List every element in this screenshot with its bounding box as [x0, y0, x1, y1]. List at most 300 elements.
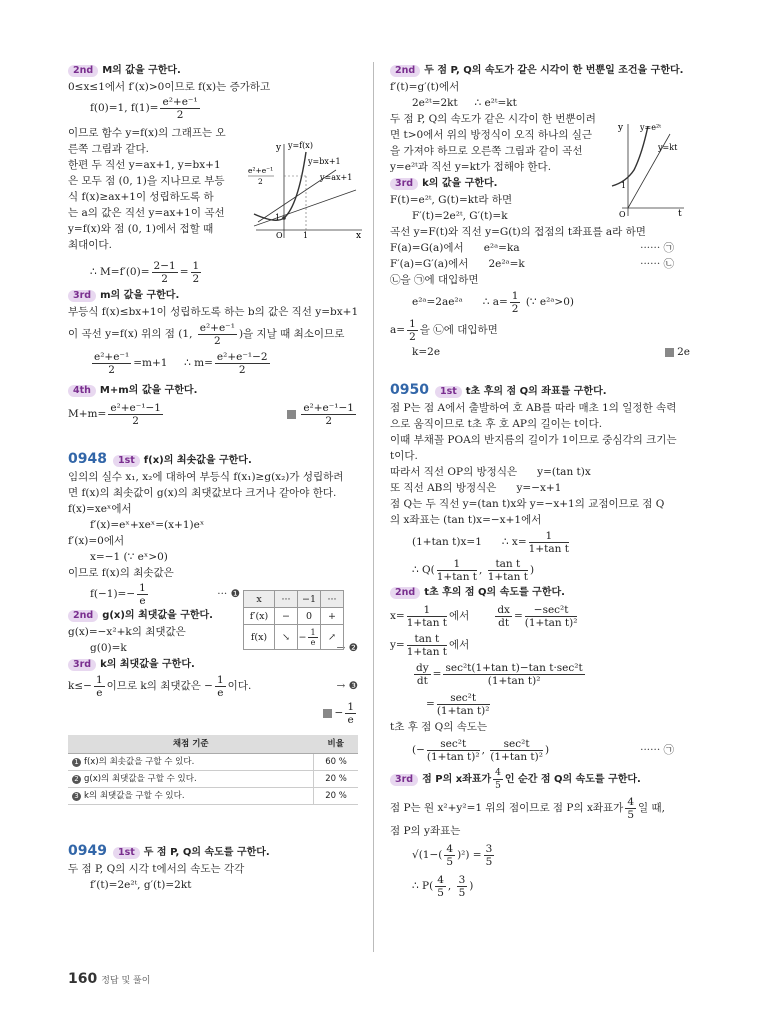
equation	[390, 839, 690, 871]
step-badge: 4th	[68, 385, 96, 397]
fraction	[495, 604, 512, 629]
eq-text: (1+tan t)x=1 ∴ x=	[412, 536, 527, 548]
table-row	[68, 788, 358, 805]
denominator: e	[310, 637, 316, 647]
fraction	[94, 674, 105, 699]
text-line	[390, 240, 690, 256]
equation	[68, 95, 358, 121]
denominator: (1+tan t)²	[436, 704, 490, 717]
text: k=2e	[412, 346, 441, 358]
denominator: e	[217, 686, 224, 699]
fraction	[345, 701, 356, 726]
problem-header	[68, 843, 358, 861]
denominator: 1+tan t	[528, 542, 569, 555]
denominator: 1+tan t	[406, 616, 448, 629]
graph-e2t	[608, 120, 688, 220]
text-line: 부등식 f(x)≤bx+1이 성립하도록 하는 b의 값은 직선 y=bx+1	[68, 306, 359, 318]
table-row	[68, 771, 358, 788]
text-line: 른쪽 그림과 같다.	[68, 143, 150, 155]
eq-text: =	[432, 668, 442, 680]
text: F′(a)=G′(a)에서 2e²ᵃ=k	[390, 258, 525, 270]
numerator: 3	[458, 873, 466, 886]
numerator: 3	[485, 842, 493, 855]
fraction	[435, 874, 446, 899]
numerator: tan t	[407, 633, 447, 646]
fraction	[437, 558, 477, 583]
fraction	[437, 692, 490, 717]
eq-text: ∴ P(	[412, 880, 434, 892]
step-badge: 2nd	[68, 610, 98, 622]
equation-marker: ······ ㉠	[640, 242, 674, 254]
fraction	[529, 530, 569, 555]
footer-label: 정답 및 풀이	[101, 976, 151, 986]
equation	[390, 871, 690, 901]
step-title: 점 P의 x좌표가	[422, 774, 492, 785]
answer-value: 2e	[677, 346, 690, 358]
denominator: 2	[238, 363, 246, 376]
eq-text: f(0)=1, f(1)=	[90, 102, 159, 114]
denominator: e	[347, 713, 354, 726]
numerator: 1	[407, 604, 447, 617]
step-title: 두 점 P, Q의 속도를 구한다.	[143, 847, 270, 858]
text-line: 최대이다.	[68, 239, 112, 251]
text-line: t이다.	[390, 450, 418, 462]
criteria-text: k의 최댓값을 구할 수 있다.	[84, 791, 185, 801]
text-line: 따라서 직선 OP의 방정식은 y=(tan t)x	[390, 466, 591, 478]
numerator: 4	[627, 795, 634, 808]
answer-icon	[323, 709, 332, 718]
problem-number: 0950	[390, 382, 429, 398]
eq-text: −	[334, 707, 344, 719]
numerator: e²+e⁻¹−1	[303, 401, 354, 414]
numerator: e²+e⁻¹−2	[216, 350, 268, 363]
denominator: 2	[161, 272, 168, 285]
step-title: g(x)의 최댓값을 구한다.	[102, 610, 213, 621]
eq-text: ,	[481, 744, 489, 756]
text-line	[390, 256, 690, 272]
step-title: k의 값을 구한다.	[422, 178, 498, 189]
numerator: sec²t(1+tan t)−tan t·sec²t	[445, 661, 583, 674]
denominator: 2	[511, 302, 519, 315]
numerator: 1	[409, 317, 416, 330]
graph-fx	[246, 140, 366, 240]
denominator: (1+tan t)²	[524, 616, 578, 629]
eq-text: √(1−(	[412, 849, 443, 861]
x-label: x	[356, 231, 362, 240]
step-header	[390, 62, 690, 79]
text-line: 한편 두 직선 y=ax+1, y=bx+1	[68, 159, 221, 171]
eq-text: a=	[390, 324, 406, 336]
header-ratio: 비율	[314, 735, 359, 754]
equation-marker: ······ ㉠	[640, 744, 674, 756]
step-badge: 1st	[113, 847, 140, 859]
text-line: 점 Q는 두 직선 y=(tan t)x와 y=−x+1의 교점이므로 점 Q	[390, 498, 665, 510]
fraction	[152, 260, 178, 285]
text-line: y=f(x)와 점 (0, 1)에서 접할 때	[68, 223, 214, 235]
denominator: (1+tan t)²	[426, 750, 480, 763]
fraction	[160, 96, 199, 121]
text-line: 을 가져야 하므로 오른쪽 그림과 같이 곡선	[390, 145, 583, 157]
fraction	[414, 662, 431, 687]
step-title: m의 값을 구한다.	[100, 290, 180, 301]
curve-label: y=e²ᵗ	[640, 123, 662, 132]
eq-text: 이므로 k의 최댓값은 −	[106, 680, 213, 692]
denominator: 1+tan t	[406, 645, 448, 658]
criteria-text: f(x)의 최솟값을 구할 수 있다.	[84, 757, 195, 767]
eq-text: )	[469, 880, 474, 892]
origin-label: O	[619, 210, 626, 219]
numerator: dy	[416, 661, 429, 674]
text-line: 의 x좌표는 (tan t)x=−x+1에서	[390, 514, 542, 526]
value-denominator: 2	[258, 177, 263, 186]
equation	[68, 348, 358, 378]
fraction	[407, 633, 447, 658]
y-one-label: 1	[275, 213, 281, 222]
denominator: 2	[108, 363, 115, 376]
numerator: −sec²t	[525, 604, 578, 617]
equation	[390, 556, 690, 584]
text-line: f′(t)=2e²ᵗ, g′(t)=2kt	[90, 879, 192, 891]
line-label: y=kt	[658, 143, 678, 152]
denominator: 2	[132, 414, 139, 427]
score-marker: → ❸	[336, 680, 358, 692]
step-title: t초 후의 점 Q의 좌표를 구한다.	[465, 386, 607, 397]
step-title: k의 최댓값을 구한다.	[100, 659, 195, 670]
fraction	[215, 351, 270, 376]
text-line: g(x)=−x²+k의 최댓값은	[68, 626, 186, 638]
numerator: e²+e⁻¹	[199, 321, 235, 334]
equation	[390, 631, 690, 659]
numerator: tan t	[488, 558, 528, 571]
fraction	[427, 738, 480, 763]
answer	[287, 399, 358, 429]
eq-text: =m+1 ∴ m=	[133, 357, 213, 369]
eq-text: e²ᵃ=2ae²ᵃ ∴ a=	[412, 296, 508, 308]
eq-text: ,	[447, 880, 455, 892]
text-line	[390, 793, 690, 823]
step-badge: 2nd	[68, 65, 98, 77]
text: )	[238, 328, 244, 340]
curve-label: y=f(x)	[288, 141, 313, 150]
text-line: f(x)=xeˣ에서	[68, 503, 132, 515]
fraction	[301, 402, 356, 427]
ratio-value: 20 %	[314, 788, 359, 805]
table-cell: f′(x)	[244, 608, 275, 625]
text-line: 2e²ᵗ=2kt ∴ e²ᵗ=kt	[412, 97, 517, 109]
numerator: e²+e⁻¹−1	[110, 401, 161, 414]
step-badge: 1st	[435, 386, 462, 398]
numerator: 1	[310, 627, 316, 637]
numerator: 1	[216, 673, 224, 686]
text: 점 P는 원 x²+y²=1 위의 점이므로 점 P의 x좌표가	[390, 802, 624, 814]
line-ax-label: y=ax+1	[320, 173, 353, 182]
y-label: y	[276, 143, 282, 153]
grading-table	[68, 735, 358, 805]
x-one-label: 1	[303, 231, 309, 240]
eq-text: )	[544, 744, 550, 756]
line-bx-label: y=bx+1	[308, 157, 341, 166]
eq-text: f(−1)=−	[90, 588, 136, 600]
equation	[390, 528, 690, 556]
fraction	[510, 290, 521, 315]
equation	[68, 399, 358, 429]
eq-text: (∵ e²ᵃ>0)	[522, 296, 574, 308]
numerator: 4	[495, 767, 501, 778]
text-line: 임의의 실수 x₁, x₂에 대하여 부등식 f(x₁)≥g(x₂)가 성립하려	[68, 471, 344, 483]
page-footer	[68, 968, 150, 987]
denominator: (1+tan t)²	[487, 674, 541, 687]
line-ax	[254, 190, 356, 226]
criteria-text: g(x)의 최댓값을 구할 수 있다.	[84, 774, 197, 784]
text-line	[390, 344, 690, 360]
text-line: f′(x)=eˣ+xeˣ=(x+1)eˣ	[90, 519, 205, 531]
denominator: 2	[192, 272, 200, 285]
equation	[390, 288, 690, 316]
y-one-label: 1	[621, 181, 627, 190]
step-title: 인 순간 점 Q의 속도를 구한다.	[504, 774, 641, 785]
text-line: y=e²ᵗ과 직선 y=kt가 접해야 한다.	[390, 161, 552, 173]
eq-text: M+m=	[68, 408, 107, 420]
table-cell: −	[275, 608, 298, 625]
equation	[68, 257, 358, 287]
denominator: 1+tan t	[436, 570, 478, 583]
table-cell: −1	[298, 591, 321, 608]
numerator: 2−1	[153, 259, 176, 272]
problem-number: 0948	[68, 451, 107, 467]
text: g(0)=k	[90, 642, 127, 654]
fraction	[488, 558, 528, 583]
denominator: 5	[437, 886, 444, 899]
equation	[390, 316, 690, 344]
text-line: ㉡을 ㉠에 대입하면	[390, 274, 479, 286]
eq-text: ,	[479, 564, 486, 576]
fraction	[407, 318, 418, 343]
grading-header-row	[68, 735, 358, 754]
text-line: 이때 부채꼴 POA의 반지름의 길이가 1이므로 중심각의 크기는	[390, 434, 677, 446]
table-cell: f(x)	[244, 625, 275, 650]
y-label: y	[618, 123, 624, 133]
numerator: 1	[529, 530, 569, 543]
denominator: dt	[498, 616, 510, 629]
numerator: e²+e⁻¹	[94, 350, 130, 363]
problem-number: 0949	[68, 843, 107, 859]
text-line: 두 점 P, Q의 시각 t에서의 속도는 각각	[68, 863, 245, 875]
text-line: 이므로 함수 y=f(x)의 그래프는 오	[68, 127, 226, 139]
equation	[390, 659, 690, 689]
numerator: 1	[95, 673, 103, 686]
curve-e2t	[612, 126, 648, 186]
ratio-value: 20 %	[314, 771, 359, 788]
step-badge: 3rd	[68, 290, 96, 302]
fraction	[484, 843, 495, 868]
text-line: 곡선 y=F(t)와 직선 y=G(t)의 접점의 t좌표를 a라 하면	[390, 226, 646, 238]
text-line: 0≤x≤1에서 f′(x)>0이므로 f(x)는 증가하고	[68, 81, 271, 93]
t-label: t	[678, 209, 682, 219]
step-header	[68, 656, 358, 673]
denominator: 5	[446, 855, 454, 868]
point-0-1	[282, 216, 286, 220]
equation	[390, 601, 690, 631]
origin-label: O	[276, 231, 283, 240]
eq-text: =	[179, 266, 189, 278]
numerator: 1	[192, 259, 200, 272]
text-line: f′(t)=g′(t)에서	[390, 81, 460, 93]
increase-decrease-table	[243, 590, 344, 650]
eq-text: =	[426, 698, 435, 710]
step-badge: 2nd	[390, 65, 420, 77]
eq-text: 이다.	[227, 680, 252, 692]
text-line: 면 t>0에서 위의 방정식이 오직 하나의 실근	[390, 129, 593, 141]
fraction	[92, 351, 131, 376]
eq-text: )	[529, 564, 535, 576]
text-line: 또 직선 AB의 방정식은 y=−x+1	[390, 482, 562, 494]
text-line: 점 P의 y좌표는	[390, 825, 461, 837]
text-line: 식 f(x)≥ax+1이 성립하도록 하	[68, 191, 214, 203]
eq-text: 에서	[449, 639, 470, 651]
numerator: sec²t	[427, 738, 480, 751]
step-title: M의 값을 구한다.	[102, 65, 181, 76]
text-line: 은 모두 점 (0, 1)을 지나므로 부등	[68, 175, 225, 187]
fraction	[137, 582, 148, 607]
equation	[390, 689, 690, 719]
text-line: 점 P는 점 A에서 출발하여 호 AB를 따라 매초 1의 일정한 속력	[390, 402, 677, 414]
numerator: sec²t	[437, 692, 490, 705]
table-row	[68, 754, 358, 771]
step-header	[68, 382, 358, 399]
denominator: 2	[176, 108, 184, 121]
text-line: 이므로 f(x)의 최솟값은	[68, 567, 174, 579]
value-numerator: e²+e⁻¹	[248, 166, 274, 175]
text-line: 는 a의 값은 직선 y=ax+1이 곡선	[68, 207, 225, 219]
numerator: 4	[437, 873, 444, 886]
numerator: 1	[347, 700, 354, 713]
eq-text: =	[513, 610, 523, 622]
circle-number: 1	[72, 758, 81, 767]
fraction	[215, 674, 226, 699]
text-line: x=−1 (∵ eˣ>0)	[90, 551, 168, 563]
denominator: 5	[485, 855, 493, 868]
numerator: e²+e⁻¹	[162, 95, 198, 108]
denominator: e	[96, 686, 103, 699]
eq-text: )²) =	[457, 849, 482, 861]
answer	[665, 344, 690, 360]
fraction	[625, 796, 636, 821]
fraction	[490, 738, 543, 763]
step-title: M+m의 값을 구한다.	[99, 385, 198, 396]
circle-number: 3	[72, 792, 81, 801]
step-badge: 3rd	[390, 178, 418, 190]
fraction	[308, 628, 317, 647]
denominator: 2	[409, 330, 416, 343]
equation-marker: ······ ㉡	[640, 258, 674, 270]
text-line: f′(x)=0에서	[68, 535, 125, 547]
column-divider	[373, 62, 374, 952]
denominator: 5	[458, 886, 466, 899]
fraction	[443, 662, 584, 687]
step-header	[390, 584, 690, 601]
fraction	[191, 260, 202, 285]
table-cell: ↘	[275, 625, 298, 650]
eq-text: (−	[412, 744, 425, 756]
eq-text: 에서	[449, 610, 470, 622]
eq-text: k≤−	[68, 680, 92, 692]
table-cell	[298, 625, 321, 650]
circle-number: 2	[72, 775, 81, 784]
score-marker: ··· ❶	[217, 588, 240, 600]
answer-icon	[665, 348, 674, 357]
score-marker: → ❷	[336, 642, 358, 654]
eq-text: ∴ Q(	[412, 564, 435, 576]
eq-text: ∴ M=f′(0)=	[90, 266, 150, 278]
fraction	[108, 402, 163, 427]
numerator: sec²t	[490, 738, 543, 751]
denominator: 1+tan t	[487, 570, 528, 583]
text: 을 지날 때 최소이므로	[243, 328, 345, 340]
denominator: 2	[214, 334, 221, 347]
equation	[390, 735, 690, 765]
table-cell: +	[321, 608, 344, 625]
fraction	[198, 322, 237, 347]
fraction	[407, 604, 447, 629]
text: (1,	[178, 328, 196, 340]
eq-text: y=	[390, 639, 405, 651]
table-cell: ···	[275, 591, 298, 608]
text-line: F(t)=e²ᵗ, G(t)=kt라 하면	[390, 194, 513, 206]
equation	[68, 673, 358, 699]
fraction	[444, 843, 455, 868]
eq-text: x=	[390, 610, 405, 622]
denominator: 2	[325, 414, 332, 427]
denominator: 5	[627, 808, 634, 821]
text-line: 면 f(x)의 최솟값이 g(x)의 최댓값보다 크거나 같아야 한다.	[68, 487, 337, 499]
fraction	[525, 604, 578, 629]
denominator: 5	[495, 780, 501, 791]
fraction	[457, 874, 468, 899]
table-cell: ↗	[321, 625, 344, 650]
table-cell: x	[244, 591, 275, 608]
text-line	[68, 320, 358, 348]
fraction	[493, 767, 503, 792]
denominator: e	[139, 594, 146, 607]
step-badge: 1st	[113, 455, 140, 467]
answer	[68, 699, 358, 727]
step-header	[68, 287, 358, 304]
page-number: 160	[68, 971, 98, 987]
step-badge: 3rd	[68, 659, 96, 671]
ratio-value: 60 %	[314, 754, 359, 771]
table-cell: ···	[321, 591, 344, 608]
text-line: F′(t)=2e²ᵗ, G′(t)=k	[412, 210, 508, 222]
text-line: 으로 움직이므로 t초 후 호 AP의 길이는 t이다.	[390, 418, 603, 430]
step-badge: 2nd	[390, 587, 420, 599]
text: 이 곡선 y=f(x) 위의 점	[68, 328, 175, 340]
problem-header	[68, 451, 358, 469]
step-header	[68, 62, 358, 79]
numerator: 1	[511, 289, 519, 302]
eq-text: −	[298, 631, 307, 643]
text: 일 때,	[638, 802, 665, 814]
step-title: t초 후의 점 Q의 속도를 구한다.	[424, 587, 565, 598]
step-title: f(x)의 최솟값을 구한다.	[143, 455, 252, 466]
numerator: 4	[446, 842, 454, 855]
text-line: t초 후 점 Q의 속도는	[390, 721, 488, 733]
step-title: 두 점 P, Q의 속도가 같은 시각이 한 번뿐일 조건을 구한다.	[424, 65, 684, 76]
answer-icon	[287, 410, 296, 419]
denominator: dt	[416, 674, 428, 687]
text: F(a)=G(a)에서 e²ᵃ=ka	[390, 242, 520, 254]
problem-header	[390, 382, 690, 400]
denominator: (1+tan t)²	[490, 750, 543, 763]
